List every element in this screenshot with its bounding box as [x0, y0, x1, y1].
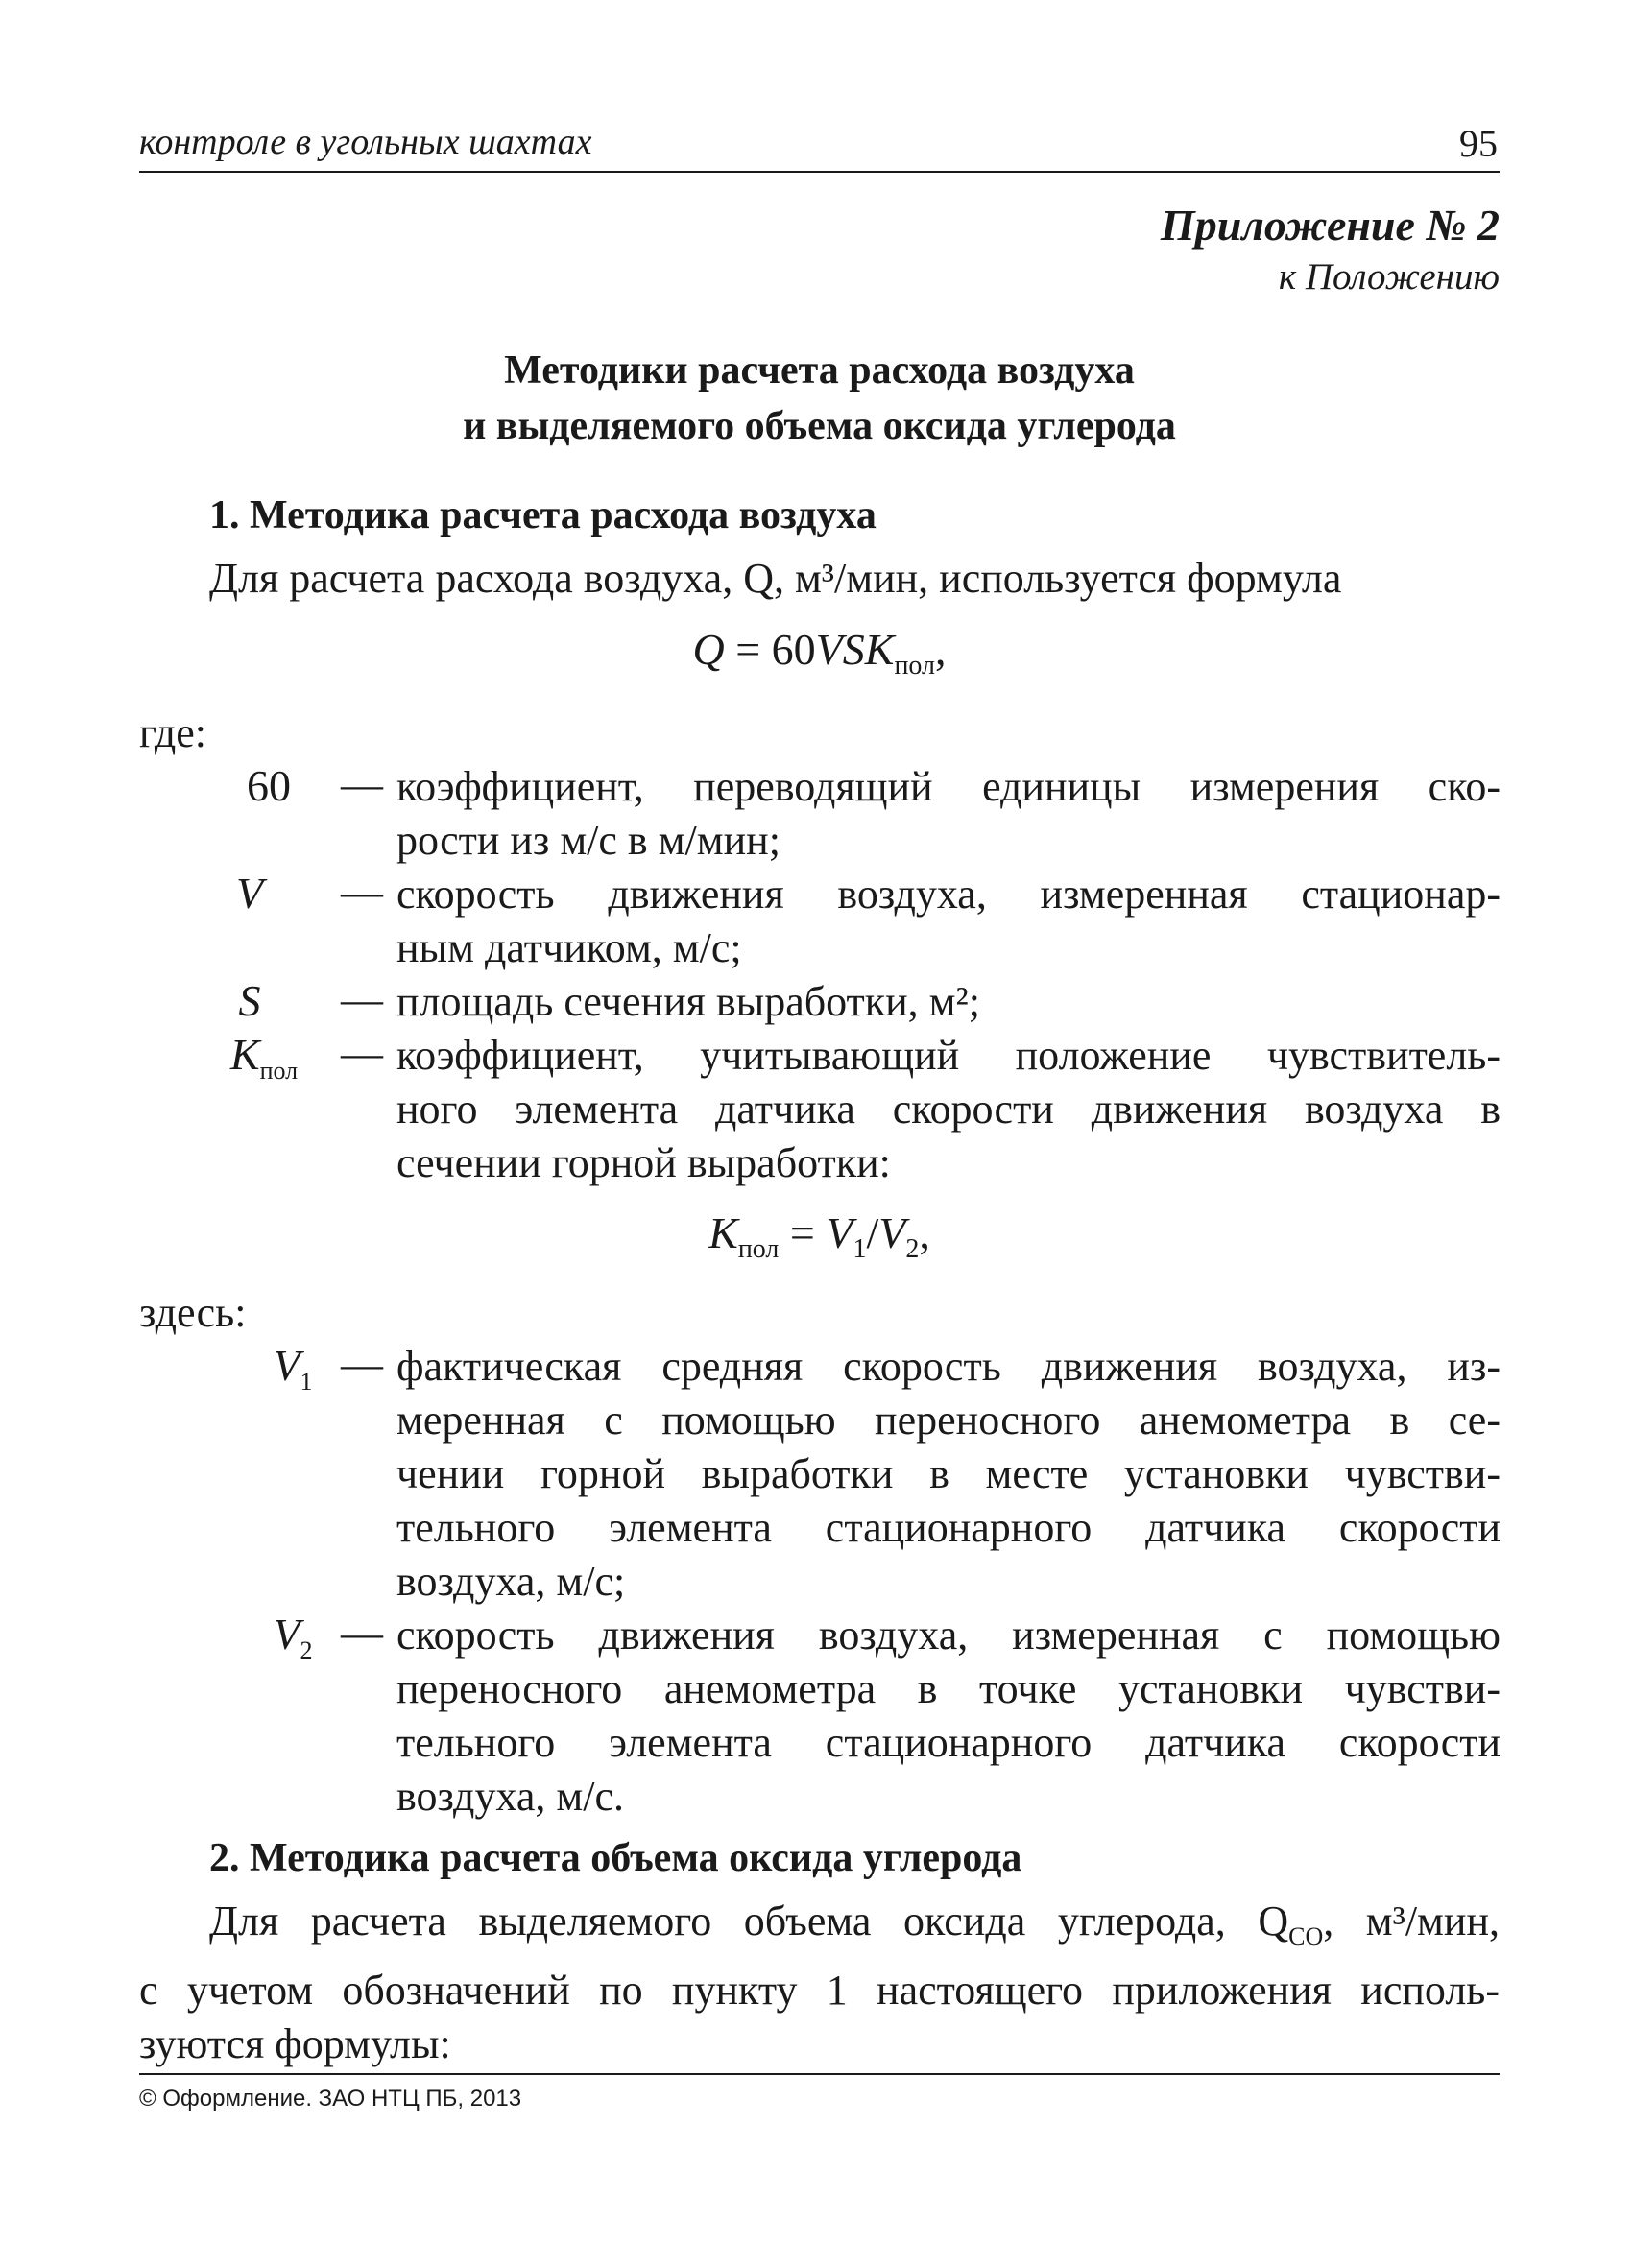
symbol-subscript: пол	[259, 1057, 299, 1085]
formula-v1-subscript: 1	[853, 1234, 867, 1264]
intro-tail: , м³/мин,	[1323, 1898, 1500, 1945]
def-line: воздуха, м/с.	[396, 1773, 624, 1820]
def-symbol-60: 60	[247, 761, 291, 810]
where-label: где:	[139, 709, 206, 756]
footer-divider	[139, 2073, 1500, 2075]
formula-lhs-subscript: пол	[737, 1234, 780, 1264]
def-line: тельного элемента стационарного датчика скорости	[396, 1504, 1501, 1551]
formula-eq: =	[779, 1208, 827, 1257]
def-description-k-pol	[396, 1029, 1501, 1190]
formula-lhs: Q	[692, 625, 725, 674]
appendix-title: Приложение № 2	[1160, 201, 1500, 250]
def-line: ным датчиком, м/с;	[396, 924, 742, 971]
formula-slash: /	[866, 1208, 879, 1257]
formula-air-flow	[139, 624, 1500, 681]
symbol-letter: V	[273, 1341, 300, 1390]
symbol-subscript: 2	[300, 1636, 313, 1664]
formula-rhs: VSK	[815, 625, 895, 674]
copyright-notice: © Оформление. ЗАО НТЦ ПБ, 2013	[139, 2086, 522, 2112]
symbol-letter: K	[229, 1030, 260, 1079]
section-1-intro: Для расчета расхода воздуха, Q, м³/мин, используется формула	[209, 555, 1342, 602]
formula-lhs: K	[708, 1208, 738, 1257]
document-title-line-2: и выделяемого объема оксида углерода	[463, 404, 1176, 448]
section-2-intro-line-1	[139, 1895, 1500, 1964]
def-description-v	[396, 868, 1501, 975]
def-description-v1	[396, 1340, 1501, 1609]
def-symbol-k-pol	[206, 1029, 322, 1086]
def-symbol-s: S	[238, 976, 261, 1025]
formula-eq: = 60	[724, 625, 816, 674]
document-title-line-1: Методики расчета расхода воздуха	[504, 348, 1135, 393]
formula-subscript: пол	[894, 651, 936, 680]
symbol-letter: V	[273, 1610, 300, 1659]
def-line: скорость движения воздуха, измеренная стационар-	[396, 871, 1501, 918]
def-line: рости из м/с в м/мин;	[396, 817, 780, 864]
formula-v2: V	[878, 1208, 906, 1257]
section-2-heading: 2. Методика расчета объема оксида углерода	[209, 1836, 1022, 1880]
def-line: ного элемента датчика скорости движения воздуха в	[396, 1086, 1501, 1133]
here-label: здесь:	[139, 1289, 247, 1336]
formula-tail: ,	[935, 625, 947, 674]
def-line: коэффициент, переводящий единицы измерения ско-	[396, 763, 1501, 810]
def-line: меренная с помощью переносного анемометра в се-	[396, 1397, 1501, 1444]
section-2-intro-line-2: с учетом обозначений по пункту 1 настоящего приложения исполь-	[139, 1966, 1500, 2014]
def-line: чении горной выработки в месте установки чувстви-	[396, 1450, 1501, 1497]
def-line: площадь сечения выработки, м²;	[396, 978, 980, 1025]
def-dash: —	[341, 1341, 383, 1388]
section-1-heading: 1. Методика расчета расхода воздуха	[209, 493, 877, 537]
section-2-intro-line-3: зуются формулы:	[139, 2019, 451, 2067]
formula-k-pol	[139, 1207, 1500, 1265]
def-line: скорость движения воздуха, измеренная с помощью	[396, 1611, 1501, 1659]
def-line: воздуха, м/с;	[396, 1558, 626, 1605]
def-dash: —	[341, 976, 383, 1023]
def-description-v2	[396, 1609, 1501, 1824]
formula-v2-subscript: 2	[905, 1234, 920, 1264]
section-2-intro	[139, 1895, 1500, 2071]
formula-tail: ,	[919, 1208, 930, 1257]
header-divider	[139, 171, 1500, 173]
def-line: переносного анемометра в точке установки чувстви-	[396, 1665, 1501, 1712]
def-dash: —	[341, 869, 383, 916]
def-dash: —	[341, 1030, 383, 1077]
def-line: сечении горной выработки:	[396, 1139, 891, 1186]
appendix-subtitle: к Положению	[1278, 256, 1500, 298]
def-line: тельного элемента стационарного датчика скорости	[396, 1719, 1501, 1766]
page-number: 95	[1459, 122, 1498, 165]
intro-text: Для расчета выделяемого объема оксида углерода, Q	[209, 1898, 1289, 1945]
formula-v1: V	[826, 1208, 853, 1257]
def-symbol-v: V	[235, 869, 264, 918]
def-line: фактическая средняя скорость движения воздуха, из-	[396, 1343, 1501, 1390]
symbol-subscript: 1	[300, 1368, 313, 1396]
def-line: коэффициент, учитывающий положение чувствитель-	[396, 1032, 1501, 1079]
def-symbol-v2	[250, 1609, 336, 1665]
def-symbol-v1	[250, 1340, 336, 1397]
def-description-s	[396, 975, 1501, 1029]
def-dash: —	[341, 1610, 383, 1657]
intro-subscript: CO	[1288, 1922, 1324, 1950]
def-dash: —	[341, 761, 383, 808]
running-title: контроле в угольных шахтах	[139, 122, 592, 162]
def-description-60	[396, 760, 1501, 868]
